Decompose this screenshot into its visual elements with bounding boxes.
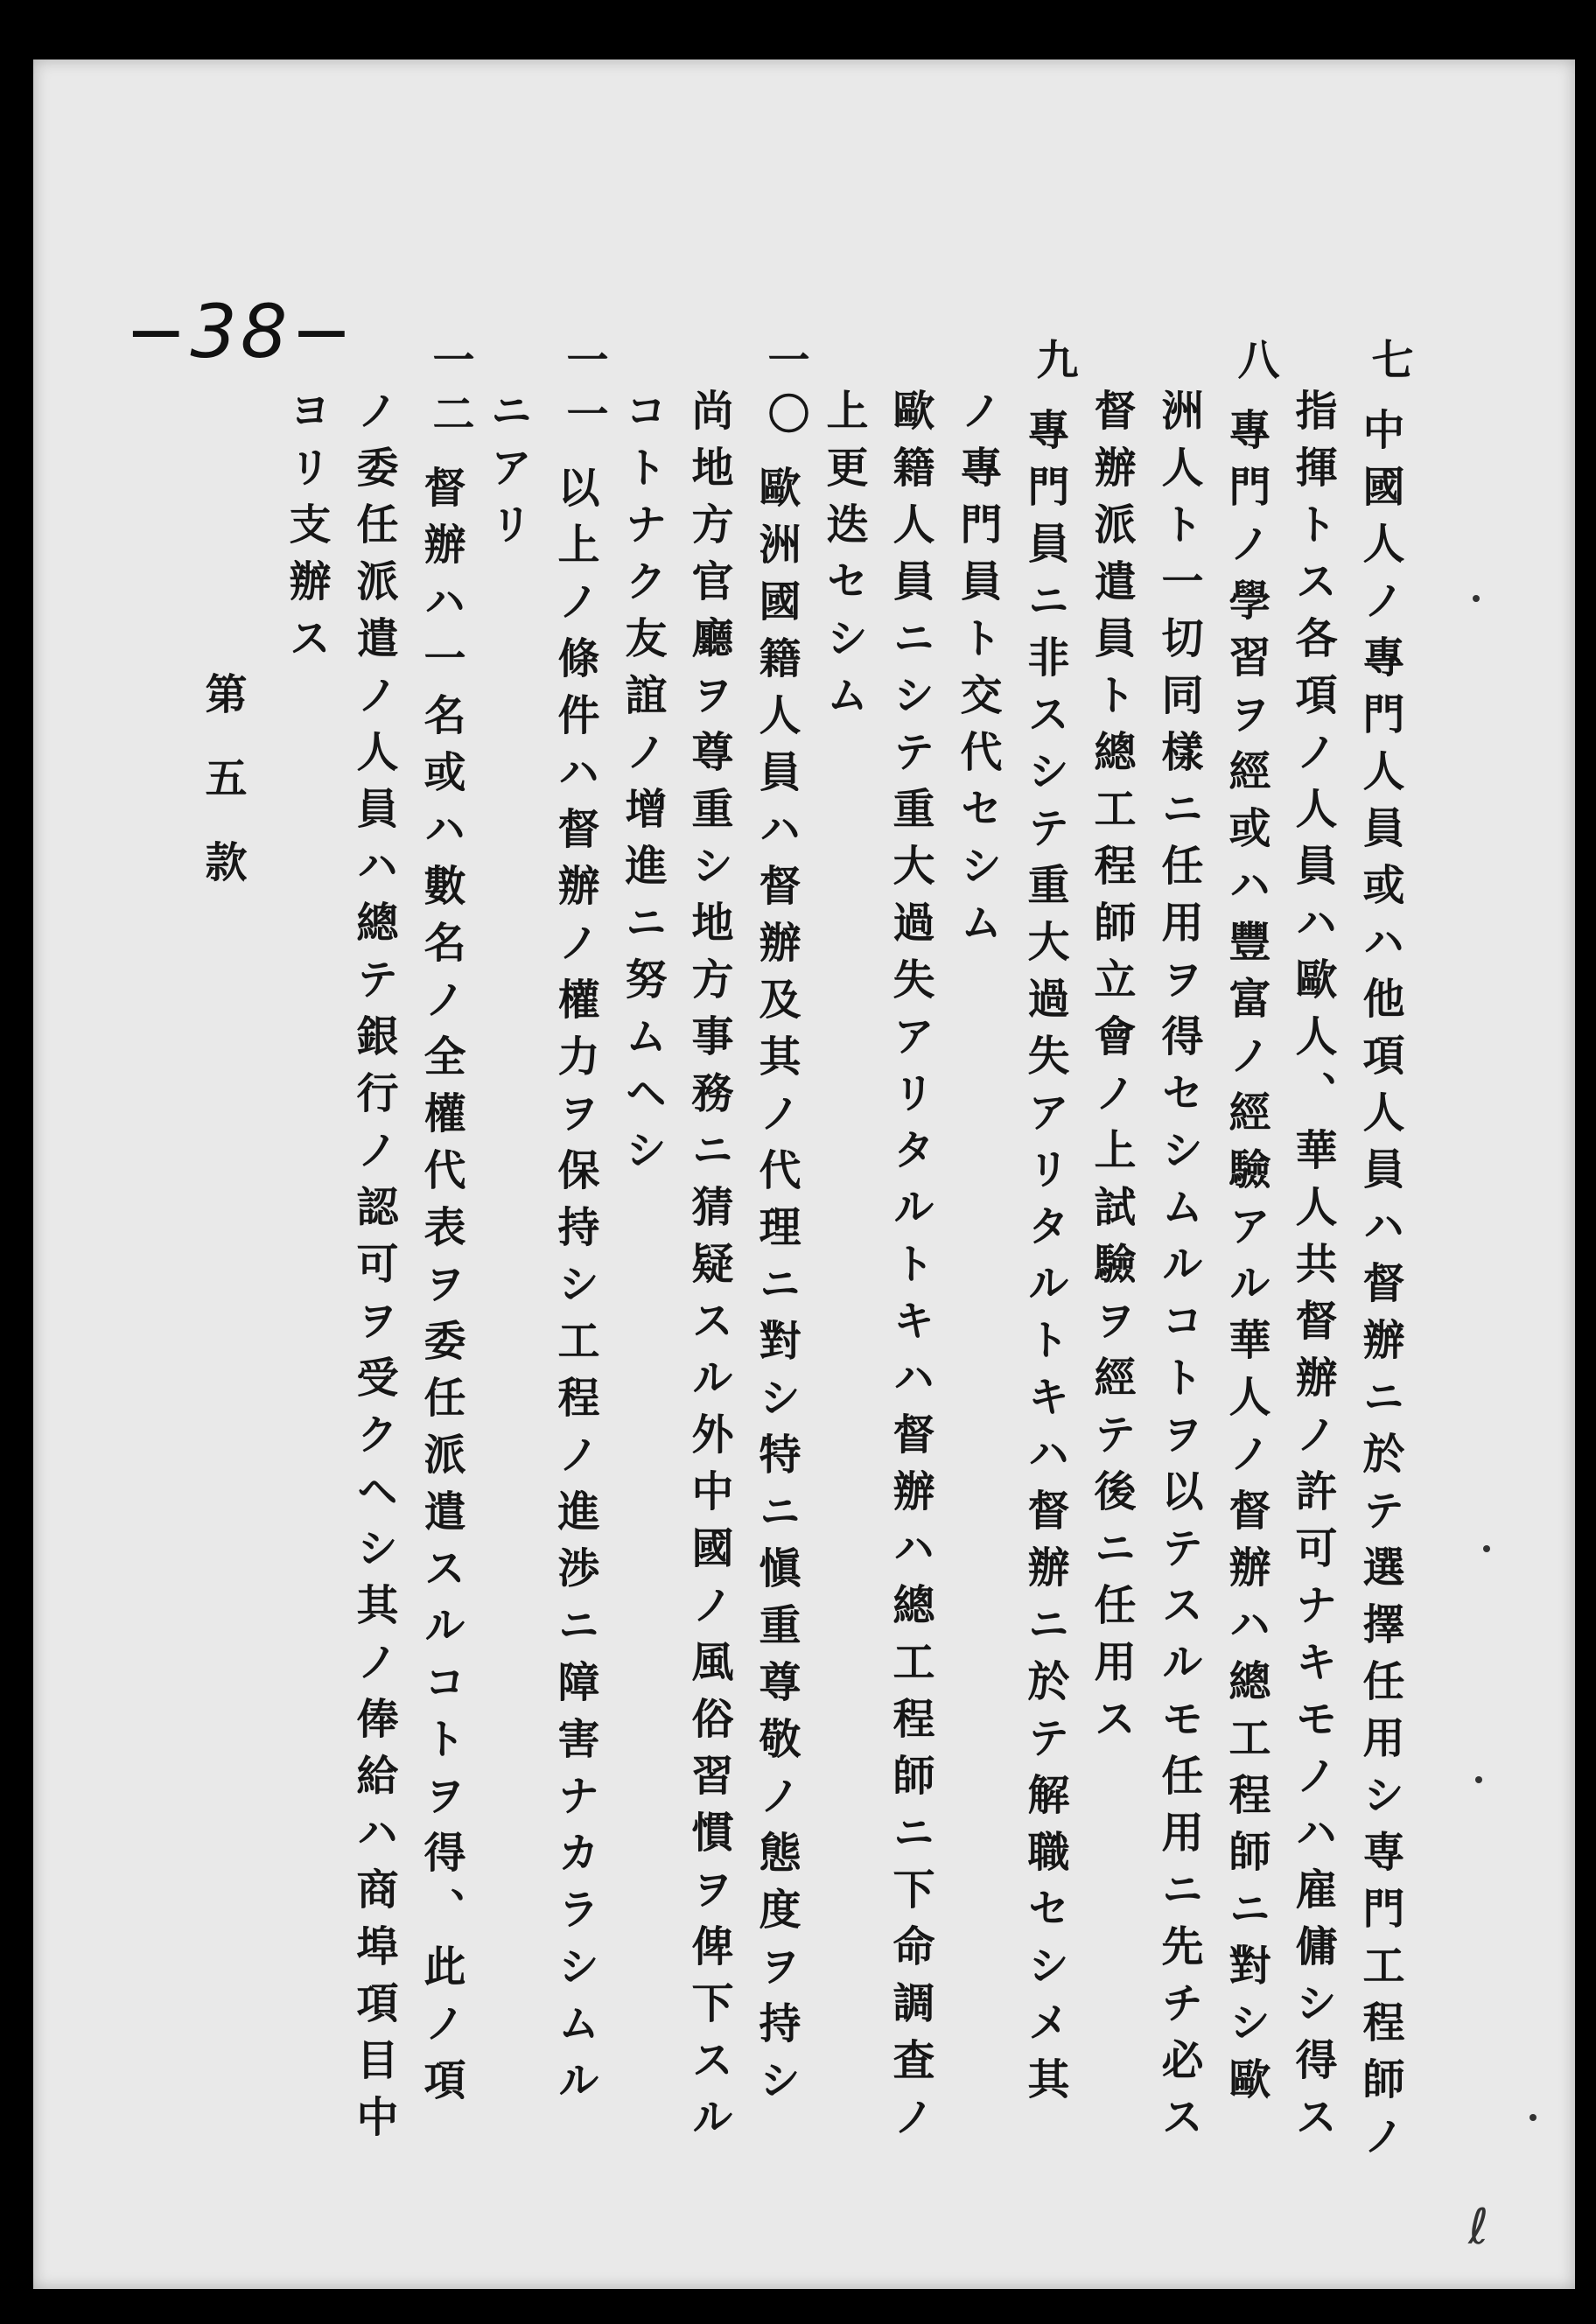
- item-number: 一二: [425, 338, 474, 446]
- text-column: 以上ノ條件ハ督辦ノ權力ヲ保持シ工程ノ進渉ニ障害ナカラシムル: [550, 466, 599, 2115]
- text-column: 中國人ノ專門人員或ハ他項人員ハ督辦ニ於テ選擇任用シ専門工程師ノ: [1355, 408, 1404, 2171]
- section-heading: 第五款: [198, 672, 247, 924]
- document-page: [33, 60, 1575, 2289]
- text-column: 督辦派遣員ト總工程師立會ノ上試驗ヲ經テ後ニ任用ス: [1087, 388, 1136, 1754]
- speck: [1475, 1776, 1482, 1783]
- item-number: 一一: [559, 338, 608, 446]
- text-column: ヨリ支辦ス: [282, 388, 331, 673]
- text-column: ノ專門員ト交代セシム: [953, 388, 1002, 957]
- text-column: 歐籍人員ニシテ重大過失アリタルトキハ督辦ハ總工程師ニ下命調査ノ: [886, 388, 934, 2152]
- speck: [1530, 2114, 1536, 2121]
- item-number: 七: [1364, 338, 1413, 392]
- text-column: 上更迭セシム: [819, 388, 868, 730]
- text-column: ニアリ: [483, 388, 532, 559]
- text-column: 歐洲國籍人員ハ督辦及其ノ代理ニ對シ特ニ愼重尊敬ノ態度ヲ持シ: [752, 466, 801, 2115]
- speck: [1483, 1545, 1490, 1552]
- text-column: 督辦ハ一名或ハ數名ノ全權代表ヲ委任派遣スルコトヲ得、此ノ項: [416, 466, 466, 2115]
- text-column: 洲人ト一切同樣ニ任用ヲ得セシムルコトヲ以テスルモ任用ニ先チ必ス: [1154, 388, 1203, 2152]
- text-column: 專門ノ學習ヲ經或ハ豐富ノ經驗アル華人ノ督辦ハ總工程師ニ對シ歐: [1222, 408, 1270, 2114]
- item-number: 九: [1029, 338, 1078, 392]
- page-number: −38−: [125, 289, 356, 374]
- text-column: コトナク友誼ノ增進ニ努ムヘシ: [618, 388, 667, 1185]
- item-number: 一〇: [760, 338, 809, 446]
- text-column: 尚地方官廳ヲ尊重シ地方事務ニ猜疑スル外中國ノ風俗習慣ヲ俾下スル: [684, 388, 733, 2152]
- margin-mark: ℓ: [1468, 2199, 1489, 2256]
- item-number: 八: [1230, 338, 1279, 392]
- text-column: 專門員ニ非スシテ重大過失アリタルトキハ督辦ニ於テ解職セシメ其: [1020, 408, 1069, 2114]
- text-column: ノ委任派遣ノ人員ハ總テ銀行ノ認可ヲ受クヘシ其ノ俸給ハ商埠項目中: [349, 388, 398, 2152]
- speck: [1473, 595, 1480, 602]
- text-column: 指揮トス各項ノ人員ハ歐人、華人共督辦ノ許可ナキモノハ雇傭シ得ス: [1288, 388, 1337, 2152]
